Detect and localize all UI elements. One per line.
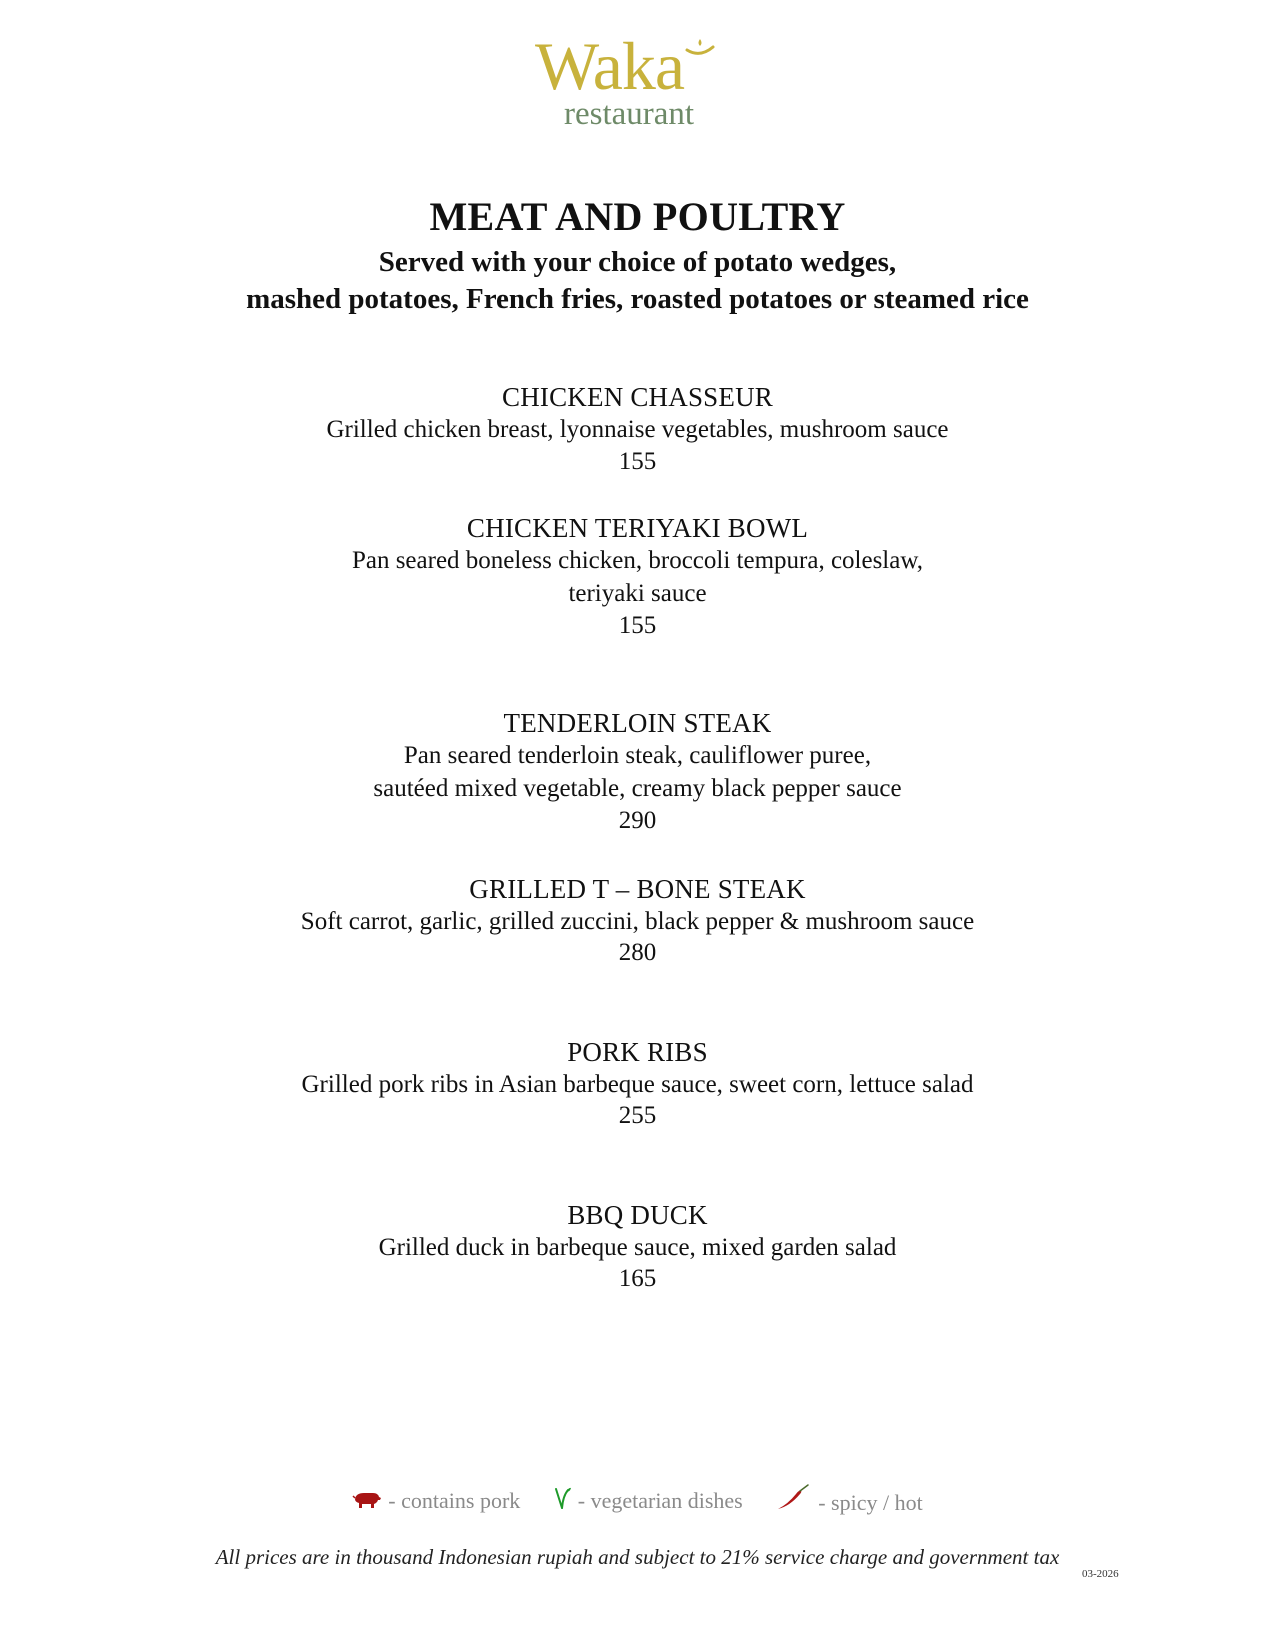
legend-label: - contains pork: [388, 1488, 521, 1513]
dish-price: 165: [618, 1265, 657, 1292]
restaurant-logo: [535, 30, 735, 135]
sprout-icon: [554, 1486, 572, 1510]
dish-description: Pan seared tenderloin steak, cauliflower puree,: [403, 742, 872, 769]
section-subtitle-line-2: mashed potatoes, French fries, roasted potatoes or steamed rice: [246, 283, 1029, 315]
dish-description: Pan seared boneless chicken, broccoli tempura, coleslaw,: [351, 547, 924, 574]
dish-name: TENDERLOIN STEAK: [503, 708, 772, 738]
menu-date: 03-2026: [1082, 1568, 1119, 1580]
legend-item-vegetarian: [554, 1486, 743, 1516]
logo-flame-mark-icon: [683, 38, 717, 58]
price-disclaimer: All prices are in thousand Indonesian rupiah and subject to 21% service charge and government tax: [215, 1545, 1060, 1569]
dish-description: Grilled duck in barbeque sauce, mixed garden salad: [378, 1234, 897, 1261]
dish-description: Grilled chicken breast, lyonnaise vegetables, mushroom sauce: [326, 416, 949, 443]
dish-price: 155: [618, 612, 657, 639]
dietary-legend: [0, 1484, 1275, 1518]
dish-price: 280: [618, 939, 657, 966]
dish-price: 155: [618, 448, 657, 475]
dish-name: PORK RIBS: [567, 1037, 708, 1067]
dish-name: GRILLED T – BONE STEAK: [469, 874, 806, 904]
legend-label: - vegetarian dishes: [577, 1488, 743, 1513]
dish-description: Grilled pork ribs in Asian barbeque sauce, sweet corn, lettuce salad: [301, 1071, 974, 1098]
section-subtitle-line-1: Served with your choice of potato wedges,: [378, 246, 897, 278]
dish-price: 255: [618, 1102, 657, 1129]
dish-price: 290: [618, 807, 657, 834]
dish-name: CHICKEN CHASSEUR: [502, 382, 773, 412]
legend-item-pork: [352, 1486, 520, 1516]
dish-name: BBQ DUCK: [567, 1200, 708, 1230]
chili-icon: [776, 1484, 812, 1512]
logo-subtitle: restaurant: [564, 96, 695, 132]
dish-description: teriyaki sauce: [568, 580, 707, 607]
dish-description: sautéed mixed vegetable, creamy black pepper sauce: [373, 775, 902, 802]
logo-wordmark: Waka: [535, 28, 685, 104]
dish-name: CHICKEN TERIYAKI BOWL: [466, 513, 809, 543]
dish-description: Soft carrot, garlic, grilled zuccini, black pepper & mushroom sauce: [300, 908, 975, 935]
legend-item-spicy: [776, 1484, 923, 1518]
pig-icon: [352, 1490, 382, 1510]
legend-label: - spicy / hot: [818, 1490, 923, 1515]
section-title: MEAT AND POULTRY: [429, 194, 846, 239]
